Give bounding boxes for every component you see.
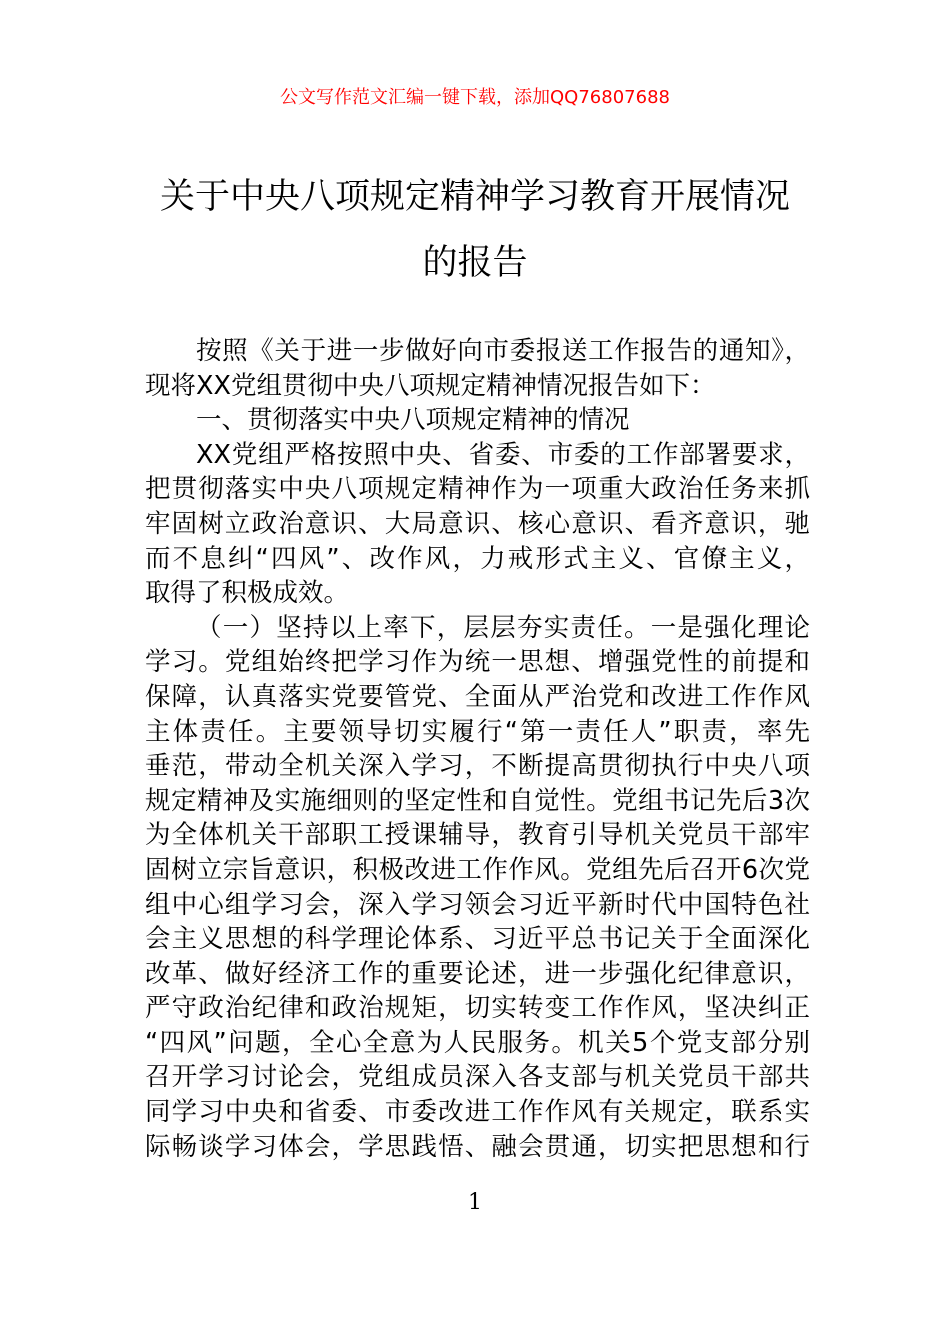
body-line: XX党组严格按照中央、省委、市委的工作部署要求，: [196, 439, 810, 470]
body-line: 学习。党组始终把学习作为统一思想、增强党性的前提和: [145, 647, 810, 678]
body-line: 取得了积极成效。: [145, 578, 350, 609]
body-line: 会主义思想的科学理论体系、习近平总书记关于全面深化: [145, 924, 810, 955]
body-line: 现将XX党组贯彻中央八项规定精神情况报告如下：: [145, 370, 716, 401]
document-body: [145, 334, 810, 1164]
document-title: [150, 164, 800, 296]
section-heading: 一、贯彻落实中央八项规定精神的情况: [196, 405, 630, 436]
download-watermark: 公文写作范文汇编一键下载，添加QQ76807688: [280, 87, 670, 108]
body-line: 固树立宗旨意识，积极改进工作作风。党组先后召开6次党: [145, 854, 810, 885]
body-line: 同学习中央和省委、市委改进工作作风有关规定，联系实: [145, 1097, 810, 1128]
body-line: （一）坚持以上率下，层层夯实责任。一是强化理论: [196, 612, 810, 643]
body-line: 垂范，带动全机关深入学习，不断提高贯彻执行中央八项: [145, 751, 810, 782]
body-line: 际畅谈学习体会，学思践悟、融会贯通，切实把思想和行: [145, 1131, 810, 1162]
body-line: 召开学习讨论会，党组成员深入各支部与机关党员干部共: [145, 1062, 810, 1093]
body-line: 把贯彻落实中央八项规定精神作为一项重大政治任务来抓: [145, 474, 810, 505]
body-line: 牢固树立政治意识、大局意识、核心意识、看齐意识，驰: [145, 508, 810, 539]
page-number: 1: [468, 1190, 482, 1215]
body-line: 主体责任。主要领导切实履行“第一责任人”职责，率先: [145, 716, 810, 747]
body-line: 改革、做好经济工作的重要论述，进一步强化纪律意识，: [145, 958, 810, 989]
body-line: 规定精神及实施细则的坚定性和自觉性。党组书记先后3次: [145, 785, 810, 816]
title-line: 的报告: [422, 243, 528, 283]
body-line: 严守政治纪律和政治规矩，切实转变工作作风，坚决纠正: [145, 993, 810, 1024]
body-line: 保障，认真落实党要管党、全面从严治党和改进工作作风: [145, 681, 810, 712]
title-line: 关于中央八项规定精神学习教育开展情况: [159, 177, 790, 217]
body-line: 为全体机关干部职工授课辅导，教育引导机关党员干部牢: [145, 820, 810, 851]
body-line: 按照《关于进一步做好向市委报送工作报告的通知》，: [196, 336, 810, 366]
body-line: “四风”问题，全心全意为人民服务。机关5个党支部分别: [145, 1027, 810, 1058]
body-line: 组中心组学习会，深入学习领会习近平新时代中国特色社: [145, 889, 810, 920]
body-line: 而不息纠“四风”、改作风，力戒形式主义、官僚主义，: [145, 543, 810, 574]
